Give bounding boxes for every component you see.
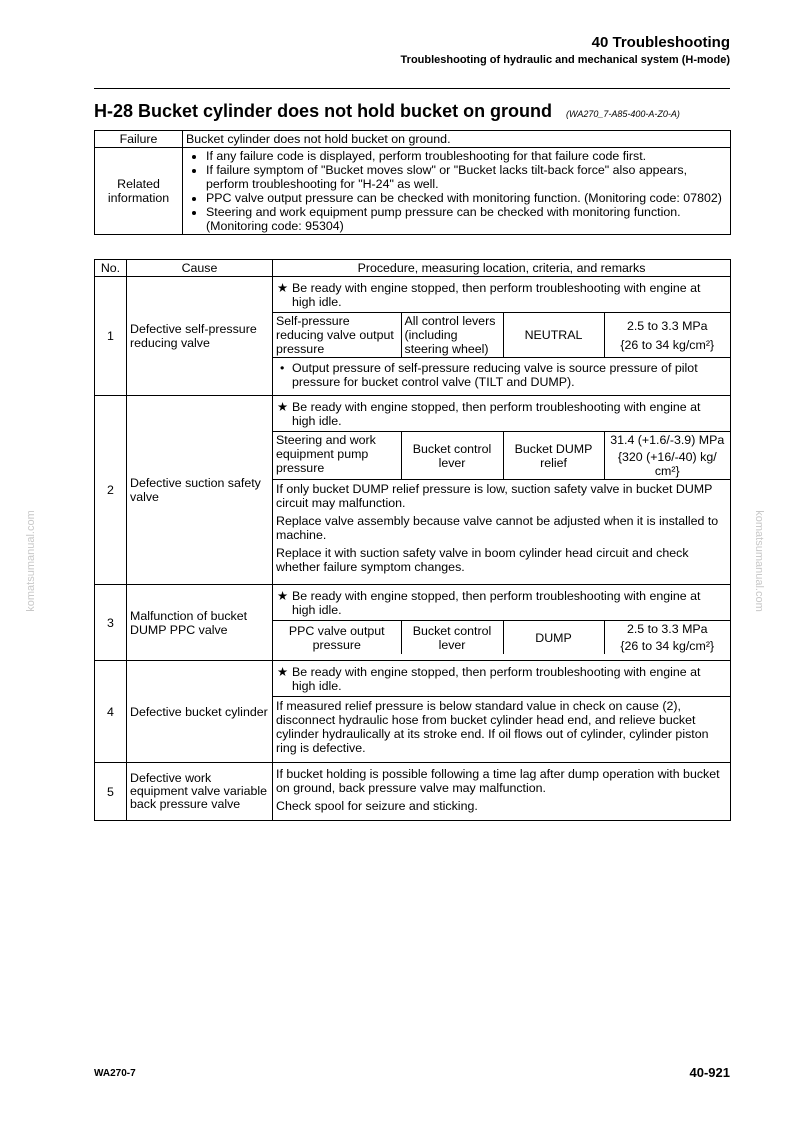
- table-row: [95, 277, 731, 396]
- precaution-note: [273, 661, 730, 697]
- footer-page-number: 40-921: [689, 1065, 730, 1080]
- measure-operation: DUMP: [503, 621, 604, 655]
- cause-number: 3: [95, 585, 127, 661]
- cause-number: 5: [95, 763, 127, 821]
- remark-text: Replace it with suction safety valve in boom cylinder head circuit and check whether failure symptom changes.: [276, 546, 689, 574]
- precaution-note: [273, 585, 730, 620]
- header-cause: Cause: [127, 260, 273, 277]
- measure-item: Self-pressure reducing valve output pressure: [273, 313, 401, 358]
- remark-text: Output pressure of self-pressure reducing valve is source pressure of pilot pressure for bucket control valve (TILT and DUMP).: [292, 361, 698, 389]
- standard-kgcm: {26 to 34 kg/cm²}: [620, 337, 715, 352]
- table-row: [95, 763, 731, 821]
- page-title: [94, 101, 680, 122]
- measure-standard: [604, 313, 730, 358]
- cause-text: Defective self-pressure reducing valve: [127, 277, 273, 396]
- precaution-text: Be ready with engine stopped, then perform troubleshooting with engine at high idle.: [292, 400, 701, 428]
- measure-standard: [604, 432, 730, 480]
- standard-mpa: 2.5 to 3.3 MPa: [626, 318, 708, 333]
- causes-table: [94, 259, 731, 821]
- watermark-right: komatsumanual.com: [752, 510, 765, 612]
- failure-text: Bucket cylinder does not hold bucket on ground.: [183, 131, 731, 148]
- measure-condition: Bucket control lever: [401, 621, 503, 655]
- related-info-item: • Steering and work equipment pump pressure can be checked with monitoring function. (Monitoring code: 95304): [206, 205, 727, 233]
- table-row: [95, 661, 731, 763]
- failure-label: Failure: [95, 131, 183, 148]
- remarks: [273, 480, 730, 577]
- procedure-cell: [273, 396, 731, 585]
- cause-number: 4: [95, 661, 127, 763]
- document-code: (WA270_7-A85-400-A-Z0-A): [566, 109, 680, 119]
- star-icon: ★: [277, 281, 289, 295]
- procedure-cell: [273, 661, 731, 763]
- star-icon: ★: [277, 665, 289, 679]
- procedure-cell: [273, 763, 731, 821]
- measure-operation: Bucket DUMP relief: [503, 432, 604, 480]
- precaution-note: [273, 396, 730, 431]
- header-divider: [94, 88, 730, 89]
- measure-operation: NEUTRAL: [503, 313, 604, 358]
- related-info-label: Related information: [95, 148, 183, 235]
- page-title-text: H-28 Bucket cylinder does not hold bucket on ground: [94, 101, 553, 121]
- watermark-left: komatsumanual.com: [24, 510, 37, 612]
- failure-row: [95, 131, 731, 148]
- precaution-text: Be ready with engine stopped, then perform troubleshooting with engine at high idle.: [292, 281, 701, 309]
- subsection-title: Troubleshooting of hydraulic and mechanical system (H-mode): [400, 54, 730, 66]
- measure-condition: All control levers (including steering wheel): [401, 313, 503, 358]
- measure-item: Steering and work equipment pump pressure: [273, 432, 401, 480]
- precaution-text: Be ready with engine stopped, then perform troubleshooting with engine at high idle.: [292, 589, 701, 617]
- remark-text: If bucket holding is possible following a time lag after dump operation with bucket on ground, back pressure valve may malfunction.: [276, 767, 720, 795]
- remark-note: [273, 358, 730, 392]
- remark-text: If only bucket DUMP relief pressure is low, suction safety valve in bucket DUMP circuit may malfunction.: [276, 482, 713, 510]
- cause-number: 1: [95, 277, 127, 396]
- remark-text: Check spool for seizure and sticking.: [276, 799, 478, 813]
- measure-item: PPC valve output pressure: [273, 621, 401, 655]
- header-no: No.: [95, 260, 127, 277]
- standard-kgcm: {26 to 34 kg/cm²}: [620, 639, 715, 653]
- procedure-cell: [273, 277, 731, 396]
- star-icon: ★: [277, 589, 289, 603]
- measure-condition: Bucket control lever: [401, 432, 503, 480]
- related-info-item: • If failure symptom of "Bucket moves slow" or "Bucket lacks tilt-back force" also appears, perform troubleshooting for "H-24" as well.: [206, 163, 727, 191]
- header-procedure: Procedure, measuring location, criteria, and remarks: [273, 260, 731, 277]
- info-table: [94, 130, 731, 235]
- table-row: [95, 585, 731, 661]
- standard-mpa: 31.4 (+1.6/-3.9) MPa: [610, 433, 725, 447]
- precaution-text: Be ready with engine stopped, then perform troubleshooting with engine at high idle.: [292, 665, 701, 693]
- cause-text: Defective work equipment valve variable back pressure valve: [127, 763, 273, 821]
- bullet-icon: •: [280, 361, 285, 375]
- star-icon: ★: [277, 400, 289, 414]
- standard-kgcm: {320 (+16/-40) kg/ cm²}: [617, 450, 717, 478]
- measurement-table: [273, 620, 730, 654]
- related-info-item: • If any failure code is displayed, perform troubleshooting for that failure code first.: [206, 149, 727, 163]
- remarks: [273, 697, 730, 758]
- remark-text: If measured relief pressure is below standard value in check on cause (2), disconnect hydraulic hose from bucket cylinder head end, and relieve bucket cylinder hydraulically at its stroke end. If oil flows out of cylinder, cylinder piston ring is defective.: [276, 699, 709, 755]
- section-title: 40 Troubleshooting: [591, 34, 730, 51]
- cause-text: Defective bucket cylinder: [127, 661, 273, 763]
- measurement-table: [273, 312, 730, 358]
- measurement-table: [273, 431, 730, 480]
- procedure-cell: [273, 585, 731, 661]
- table-row: [95, 396, 731, 585]
- related-info-item: • PPC valve output pressure can be checked with monitoring function. (Monitoring code: 07802): [206, 191, 727, 205]
- cause-text: Defective suction safety valve: [127, 396, 273, 585]
- cause-number: 2: [95, 396, 127, 585]
- cause-text: Malfunction of bucket DUMP PPC valve: [127, 585, 273, 661]
- precaution-note: [273, 277, 730, 312]
- related-info-cell: [183, 148, 731, 235]
- footer-model: WA270-7: [94, 1068, 136, 1079]
- related-info-row: [95, 148, 731, 235]
- standard-mpa: 2.5 to 3.3 MPa: [626, 622, 708, 636]
- remark-text: Replace valve assembly because valve cannot be adjusted when it is installed to machine.: [276, 514, 719, 542]
- measure-standard: [604, 621, 730, 655]
- table-header-row: [95, 260, 731, 277]
